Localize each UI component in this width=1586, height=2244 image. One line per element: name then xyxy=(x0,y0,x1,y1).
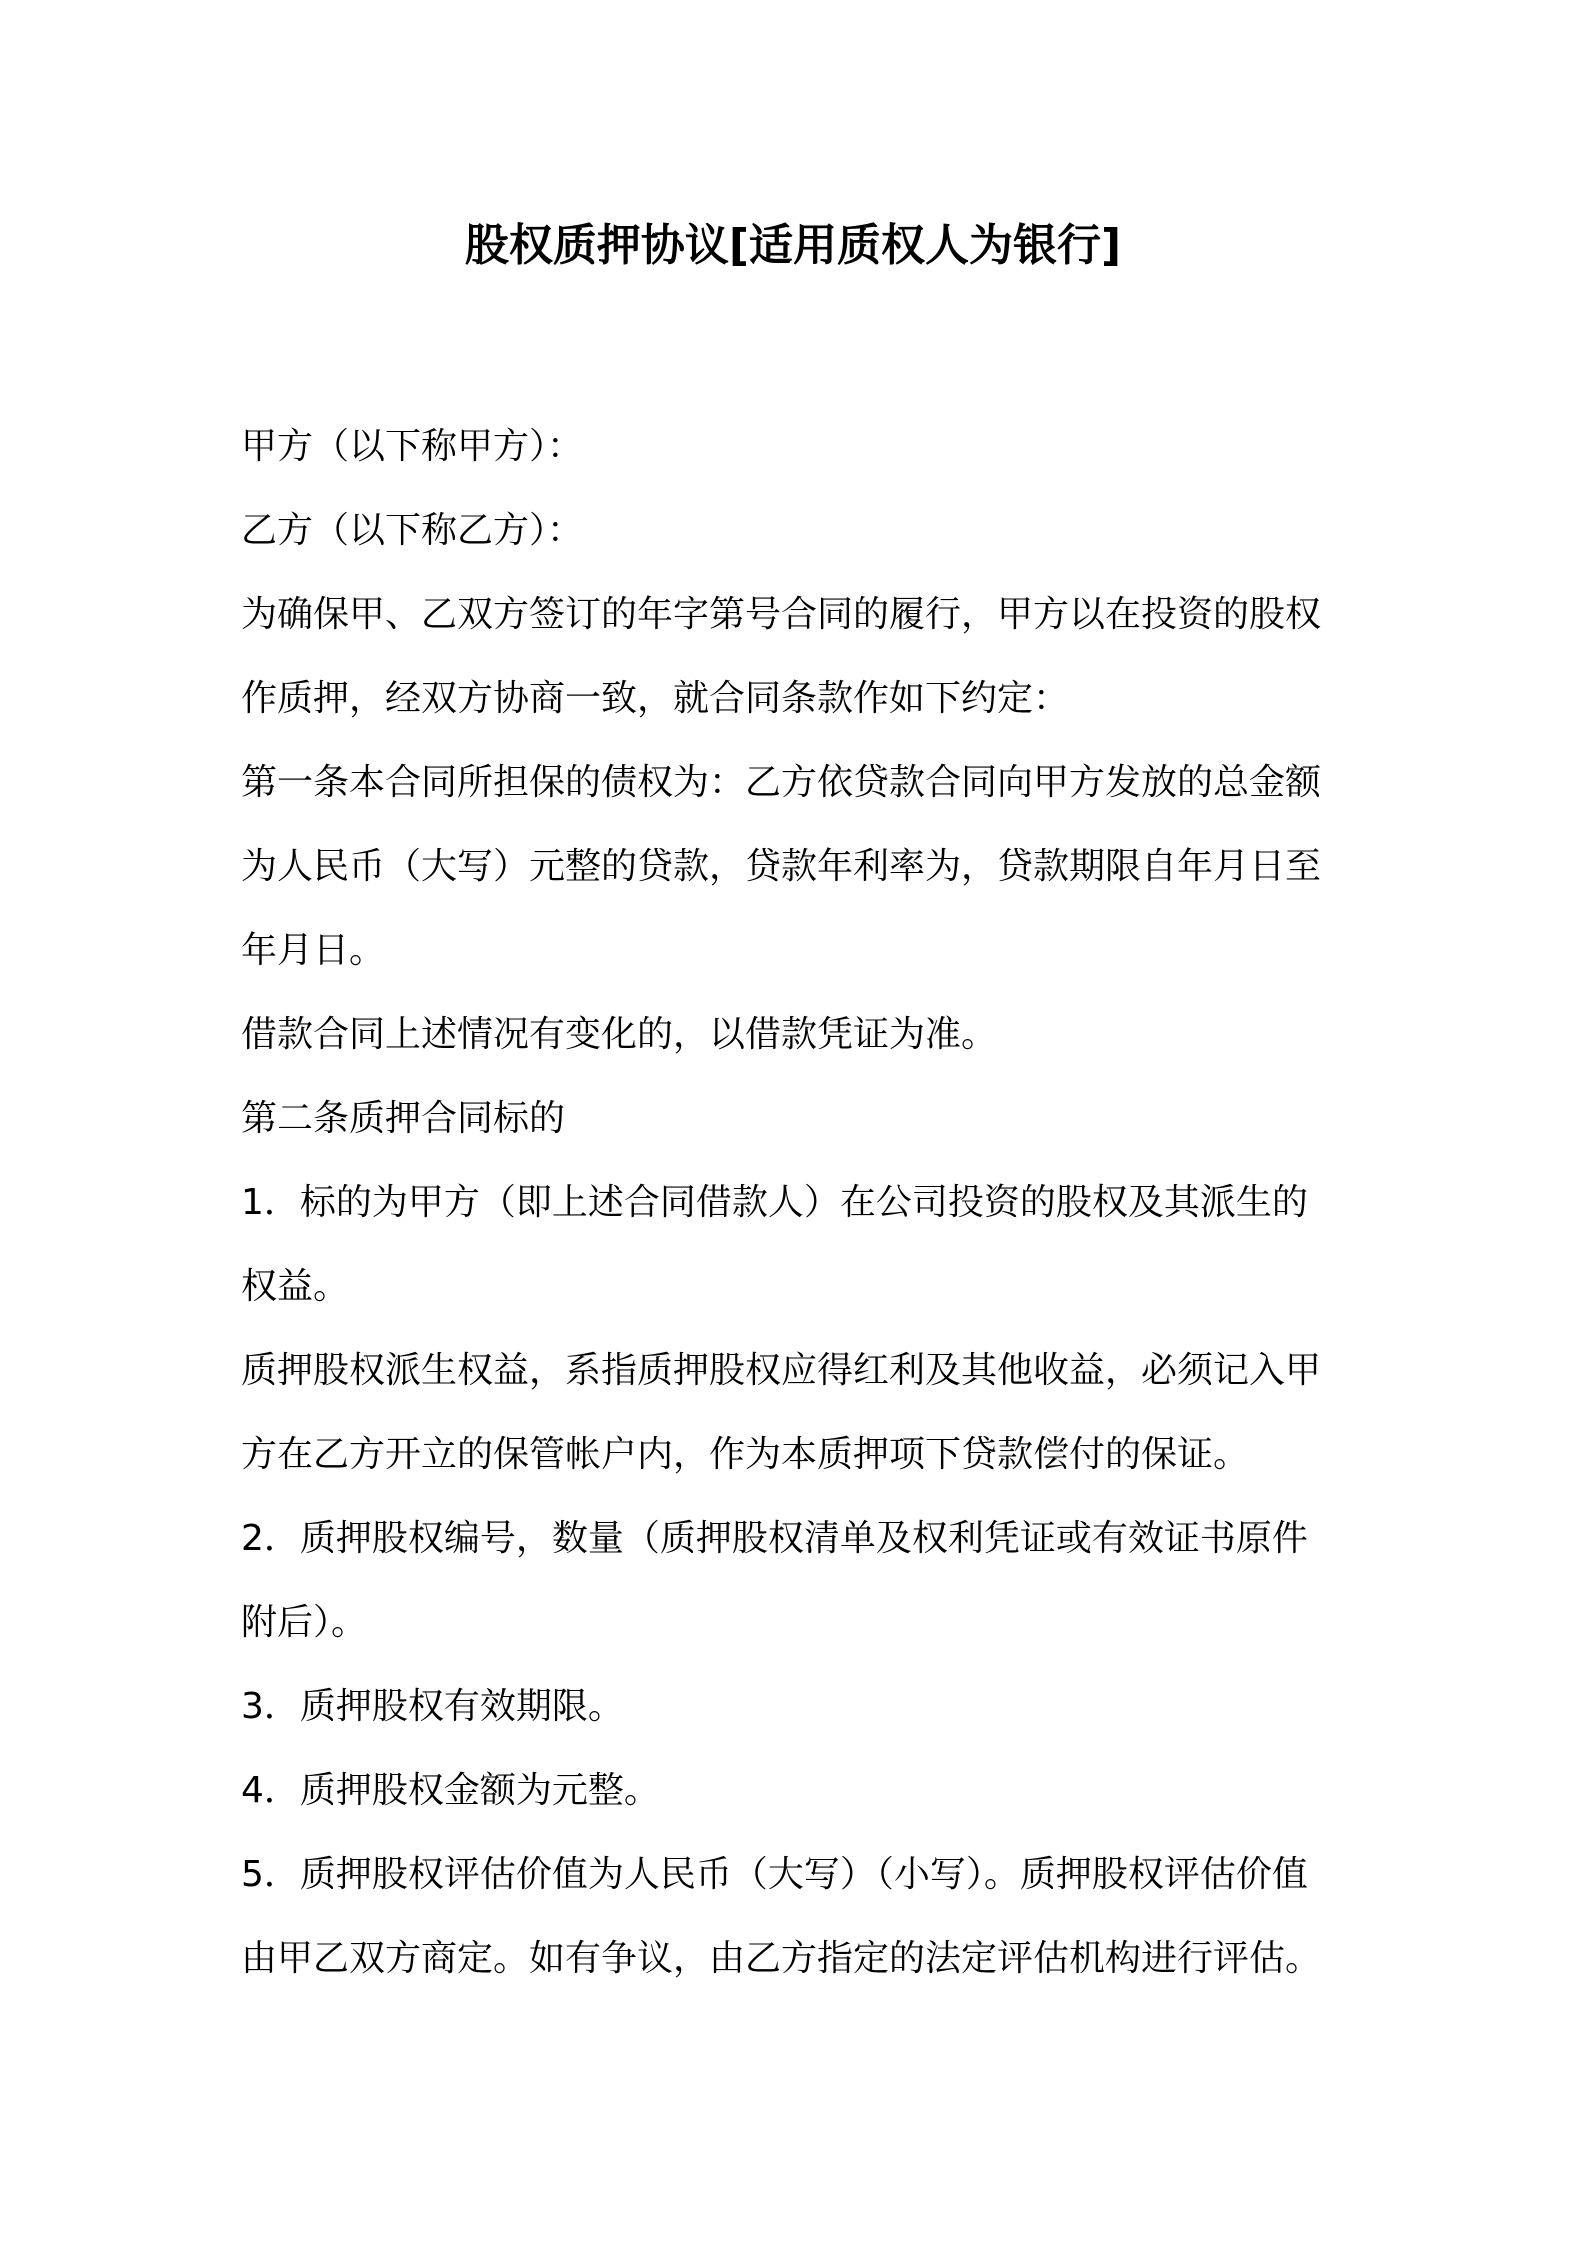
article-1-line: 为人民币（大写）元整的贷款，贷款年利率为，贷款期限自年月日至 xyxy=(241,846,1322,887)
document-body xyxy=(241,405,1361,2001)
derived-rights-line: 质押股权派生权益，系指质押股权应得红利及其他收益，必须记入甲 xyxy=(241,1350,1322,1391)
clause-2-line: 2．质押股权编号，数量（质押股权清单及权利凭证或有效证书原件 xyxy=(241,1518,1308,1559)
clause-5-line: 5．质押股权评估价值为人民币（大写）（小写）。质押股权评估价值 xyxy=(241,1854,1308,1895)
article-1-line: 年月日。 xyxy=(241,930,386,971)
document-title: 股权质押协议[适用质权人为银行] xyxy=(464,220,1122,271)
derived-rights-line: 方在乙方开立的保管帐户内，作为本质押项下贷款偿付的保证。 xyxy=(241,1434,1250,1475)
clause-4-line: 4．质押股权金额为元整。 xyxy=(241,1770,660,1811)
article-1-line: 第一条本合同所担保的债权为：乙方依贷款合同向甲方发放的总金额 xyxy=(241,762,1322,803)
article-2-heading: 第二条质押合同标的 xyxy=(241,1098,566,1139)
clause-3-line: 3．质押股权有效期限。 xyxy=(241,1686,624,1727)
preamble-line: 为确保甲、乙双方签订的年字第号合同的履行，甲方以在投资的股权 xyxy=(241,594,1322,635)
party-a-line: 甲方（以下称甲方）： xyxy=(241,426,584,467)
clause-1-line: 1．标的为甲方（即上述合同借款人）在公司投资的股权及其派生的 xyxy=(241,1182,1308,1223)
clause-2-line: 附后）。 xyxy=(241,1602,368,1643)
clause-1-line: 权益。 xyxy=(241,1266,350,1307)
article-1-note-line: 借款合同上述情况有变化的，以借款凭证为准。 xyxy=(241,1014,998,1055)
party-b-line: 乙方（以下称乙方）： xyxy=(241,510,584,551)
preamble-line: 作质押，经双方协商一致，就合同条款作如下约定： xyxy=(241,678,1070,719)
clause-5-line: 由甲乙双方商定。如有争议，由乙方指定的法定评估机构进行评估。 xyxy=(241,1938,1322,1979)
